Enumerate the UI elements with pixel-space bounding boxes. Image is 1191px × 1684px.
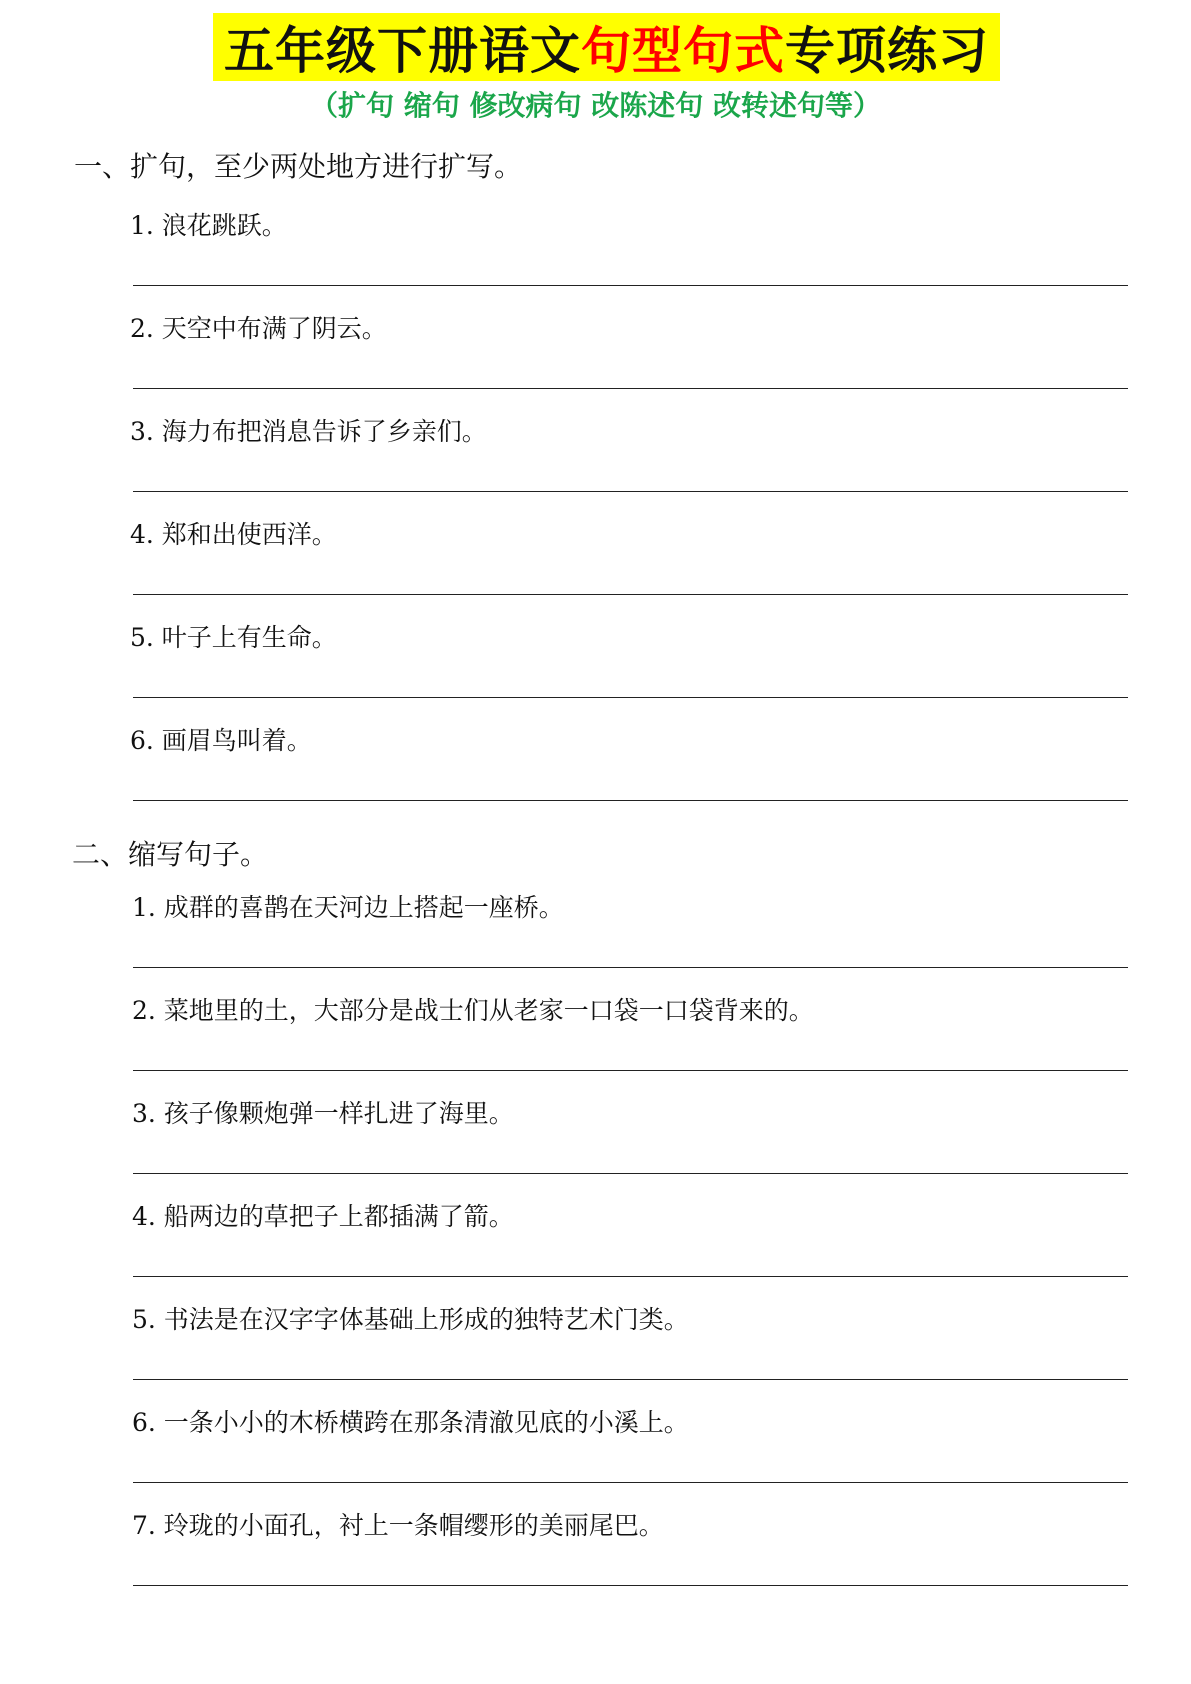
title-highlight: 句型句式: [581, 22, 785, 80]
answer-line[interactable]: [133, 1482, 1128, 1483]
question-item: 5. 书法是在汉字字体基础上形成的独特艺术门类。: [132, 1305, 689, 1334]
section-heading: 一、扩句，至少两处地方进行扩写。: [74, 150, 523, 183]
title-part3: 专项练习: [785, 22, 989, 80]
question-item: 1. 成群的喜鹊在天河边上搭起一座桥。: [132, 893, 564, 922]
answer-line[interactable]: [133, 800, 1128, 801]
title-part1: 五年级下册语文: [224, 22, 581, 80]
answer-line[interactable]: [133, 1379, 1128, 1380]
answer-line[interactable]: [133, 1173, 1128, 1174]
question-item: 6. 画眉鸟叫着。: [130, 726, 312, 755]
answer-line[interactable]: [133, 388, 1128, 389]
question-item: 5. 叶子上有生命。: [130, 623, 337, 652]
answer-line[interactable]: [133, 1276, 1128, 1277]
answer-line[interactable]: [133, 285, 1128, 286]
answer-line[interactable]: [133, 594, 1128, 595]
question-item: 2. 天空中布满了阴云。: [130, 314, 387, 343]
answer-line[interactable]: [133, 967, 1128, 968]
question-item: 4. 船两边的草把子上都插满了箭。: [132, 1202, 514, 1231]
answer-line[interactable]: [133, 1585, 1128, 1586]
question-item: 1. 浪花跳跃。: [130, 211, 287, 240]
question-item: 4. 郑和出使西洋。: [130, 520, 337, 549]
answer-line[interactable]: [133, 697, 1128, 698]
answer-line[interactable]: [133, 1070, 1128, 1071]
section-heading: 二、缩写句子。: [72, 838, 269, 871]
question-item: 3. 孩子像颗炮弹一样扎进了海里。: [132, 1099, 514, 1128]
question-item: 7. 玲珑的小面孔，衬上一条帽缨形的美丽尾巴。: [132, 1511, 664, 1540]
question-item: 6. 一条小小的木桥横跨在那条清澈见底的小溪上。: [132, 1408, 689, 1437]
page-title: [213, 13, 1000, 81]
question-item: 3. 海力布把消息告诉了乡亲们。: [130, 417, 487, 446]
question-item: 2. 菜地里的土，大部分是战士们从老家一口袋一口袋背来的。: [132, 996, 814, 1025]
answer-line[interactable]: [133, 491, 1128, 492]
subtitle: （扩句 缩句 修改病句 改陈述句 改转述句等）: [310, 89, 881, 122]
